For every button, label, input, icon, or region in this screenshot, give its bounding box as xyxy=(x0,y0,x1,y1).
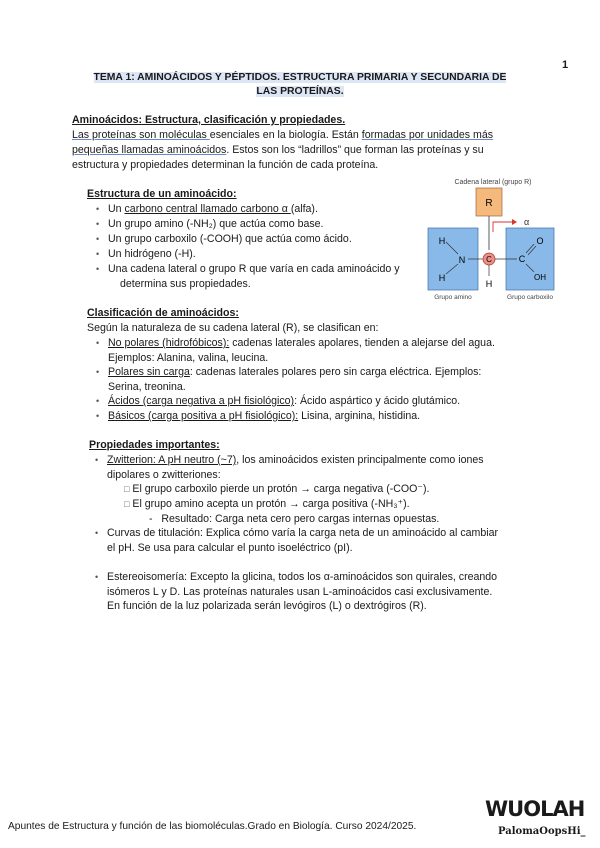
list-item: • Un carbono central llamado carbono α (alfa). xyxy=(96,203,318,215)
amino-acid-structure-diagram xyxy=(420,170,565,305)
intro-highlight-3: pequeñas llamadas aminoácidos xyxy=(72,144,227,156)
clasificacion-intro: Según la naturaleza de su cadena lateral (R), se clasifican en: xyxy=(87,322,379,334)
list-item: • Un grupo carboxilo (-COOH) que actúa como ácido. xyxy=(96,233,352,245)
list-item: • Un grupo amino (-NH₂) que actúa como base. xyxy=(96,218,324,230)
carboxyl-group-label: Grupo carboxilo xyxy=(507,294,553,301)
intro-highlight-2: formadas por unidades más xyxy=(361,129,494,141)
svg-text:α: α xyxy=(524,217,530,227)
intro-text-2: . Estos son los “ladrillos” que forman las proteínas y su xyxy=(226,144,484,156)
list-item: • Curvas de titulación: Explica cómo varía la carga neta de un aminoácido al cambiar el pH. Se usa para calcular el punto isoeléctrico (pI). xyxy=(95,527,498,554)
section-heading-propiedades: Propiedades importantes: xyxy=(89,439,220,451)
list-item: • Una cadena lateral o grupo R que varía en cada aminoácido y determina sus propiedades. xyxy=(96,263,400,290)
intro-highlight-1: Las proteínas son moléculas xyxy=(72,129,210,141)
svg-text:N: N xyxy=(458,255,466,265)
list-item: • Zwitterion: A pH neutro (~7), los aminoácidos existen principalmente como iones dipolares o zwitteriones: xyxy=(95,454,484,481)
svg-text:H: H xyxy=(438,273,446,283)
list-item: • No polares (hidrofóbicos): cadenas laterales apolares, tienden a alejarse del agua. Ejemplos: Alanina, valina, leucina. xyxy=(96,337,495,364)
svg-text:H: H xyxy=(485,279,493,289)
list-item: • Estereoisomería: Excepto la glicina, todos los α-aminoácidos son quirales, creando isómeros L y D. Las proteínas naturales usan L-aminoácidos casi exclusivamente. En función de la luz polarizada serán levógiros (L) o dextrógiros (R). xyxy=(95,571,498,613)
title-line-1: TEMA 1: AMINOÁCIDOS Y PÉPTIDOS. ESTRUCTURA PRIMARIA Y SECUNDARIA DE xyxy=(93,72,507,83)
sub-item: □ El grupo carboxilo pierde un protón → carga negativa (-COO⁻). xyxy=(124,483,430,495)
page-title xyxy=(70,71,530,99)
list-item: • Un hidrógeno (-H). xyxy=(96,248,196,260)
intro-line-1 xyxy=(72,128,493,143)
footer-text: Apuntes de Estructura y función de las biomoléculas.Grado en Biología. Curso 2024/2025. xyxy=(8,821,417,832)
svg-text:OH: OH xyxy=(534,273,546,282)
wuolah-logo: WUOLAH xyxy=(485,797,585,821)
intro-line-3: estructura y propiedades determinan la función de cada proteína. xyxy=(72,159,379,171)
amino-group-label: Grupo amino xyxy=(434,294,472,301)
list-item: • Polares sin carga: cadenas laterales polares pero sin carga eléctrica. Ejemplos: Serina, treonina. xyxy=(96,366,482,393)
svg-text:H: H xyxy=(438,236,446,246)
sub-sub-item: - Resultado: Carga neta cero pero cargas internas opuestas. xyxy=(149,513,440,525)
page-number: 1 xyxy=(562,59,569,71)
list-item: • Básicos (carga positiva a pH fisiológico): Lisina, arginina, histidina. xyxy=(96,410,421,422)
sub-item: □ El grupo amino acepta un protón → carga positiva (-NH₃⁺). xyxy=(124,498,410,510)
side-chain-label: Cadena lateral (grupo R) xyxy=(454,179,532,186)
section-heading-clasificacion: Clasificación de aminoácidos: xyxy=(87,307,239,319)
svg-text:C: C xyxy=(518,254,526,264)
svg-text:C: C xyxy=(486,255,492,264)
r-label: R xyxy=(485,198,493,209)
intro-line-2 xyxy=(72,143,484,158)
list-item: • Ácidos (carga negativa a pH fisiológico): Ácido aspártico y ácido glutámico. xyxy=(96,395,461,407)
section-heading-aminoacidos: Aminoácidos: Estructura, clasificación y propiedades. xyxy=(72,114,346,126)
svg-text:O: O xyxy=(536,236,544,246)
author-signature: PalomaOopsHi_ xyxy=(498,826,586,837)
title-line-2: LAS PROTEÍNAS. xyxy=(256,86,344,97)
intro-text-1: esenciales en la biología. Están xyxy=(209,129,362,141)
section-heading-estructura: Estructura de un aminoácido: xyxy=(87,188,237,200)
